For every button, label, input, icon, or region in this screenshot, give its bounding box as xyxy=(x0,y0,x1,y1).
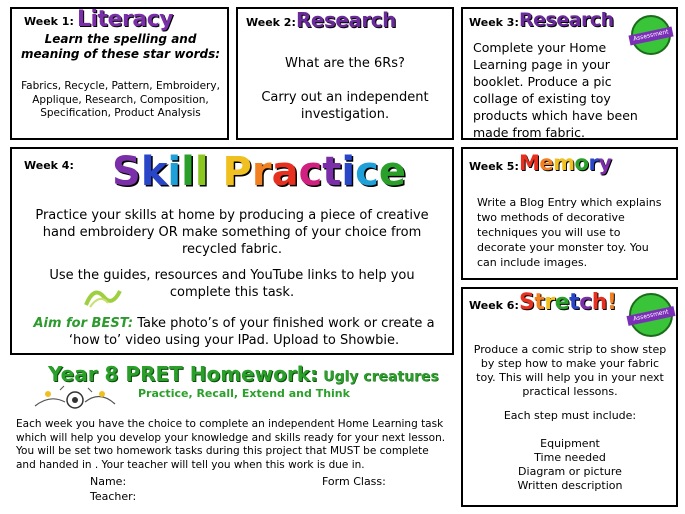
week4-title: Skill Practice xyxy=(112,149,406,195)
badge-band: Assessment xyxy=(628,27,673,46)
aim-label: Aim for BEST: xyxy=(33,316,134,331)
footer-body: Each week you have the choice to complete an independent Home Learning task which will help you develop your knowledge and skills ready for your next lesson. You will be set two homework tasks during this project that MUST be complete and handed in . Your teacher will tell you when this work is due in. xyxy=(16,418,446,471)
week5-label: Week 5: xyxy=(469,160,519,173)
week6-label: Week 6: xyxy=(469,299,519,312)
week5-task: Write a Blog Entry which explains two methods of decorative techniques you will use to decorate your monster toy. You can include images. xyxy=(477,196,662,269)
week2-label: Week 2: xyxy=(246,16,296,29)
week1-title: Literacy xyxy=(77,7,174,32)
week4-para2: Use the guides, resources and YouTube links to help you complete this task. xyxy=(49,268,415,300)
footer-heading-sub: Ugly creatures xyxy=(323,369,439,385)
week6-item-1: Equipment xyxy=(540,437,600,450)
week4-box xyxy=(10,147,454,355)
idea-doodle-icon xyxy=(30,384,120,416)
footer-heading xyxy=(48,362,439,386)
week3-title: Research xyxy=(519,9,614,31)
week1-intro: Learn the spelling and meaning of these star words: xyxy=(20,32,221,61)
assessment-badge-icon-2 xyxy=(629,293,673,337)
week4-para1: Practice your skills at home by producing a piece of creative hand embroidery OR make something of your choice from recycled fabric. xyxy=(35,208,429,257)
week3-task: Complete your Home Learning page in your booklet. Produce a pic collage of existing toy products which have been made from fabric. xyxy=(473,40,638,140)
footer-tagline: Practice, Recall, Extend and Think xyxy=(138,387,350,400)
week3-box xyxy=(461,7,678,140)
footer-heading-main: Year 8 PRET Homework: xyxy=(48,362,318,386)
week6-item-4: Written description xyxy=(517,479,623,492)
badge-band-2: Assessment xyxy=(626,306,675,326)
week2-box xyxy=(236,7,454,140)
week2-question: What are the 6Rs? xyxy=(285,56,405,71)
week2-title: Research xyxy=(296,8,396,32)
week2-task: Carry out an independent investigation. xyxy=(261,90,429,122)
week4-label: Week 4: xyxy=(24,159,74,172)
week6-title: Stretch! xyxy=(519,290,617,315)
week6-item-3: Diagram or picture xyxy=(518,465,622,478)
teacher-label: Teacher: xyxy=(90,490,137,503)
form-class-label: Form Class: xyxy=(322,475,386,488)
week4-aim xyxy=(24,315,444,349)
week6-task: Produce a comic strip to show step by step how to make your fabric toy. This will help you in your next practical lessons. xyxy=(473,343,667,398)
swirl-icon xyxy=(84,283,124,311)
week1-words: Fabrics, Recycle, Pattern, Embroidery, Applique, Research, Composition, Specification, Product Analysis xyxy=(21,80,220,119)
aim-text: Take photo’s of your finished work or create a ‘how to’ video using your IPad. Upload to Showbie. xyxy=(68,316,435,348)
week6-item-2: Time needed xyxy=(534,451,606,464)
week3-label: Week 3: xyxy=(469,16,519,29)
week5-box xyxy=(461,147,678,280)
week6-box xyxy=(461,287,678,507)
week6-must: Each step must include: xyxy=(503,409,637,422)
week1-box xyxy=(10,7,229,140)
week5-title: Memory xyxy=(519,151,612,175)
week1-label: Week 1: xyxy=(24,15,74,28)
name-label: Name: xyxy=(90,475,127,488)
